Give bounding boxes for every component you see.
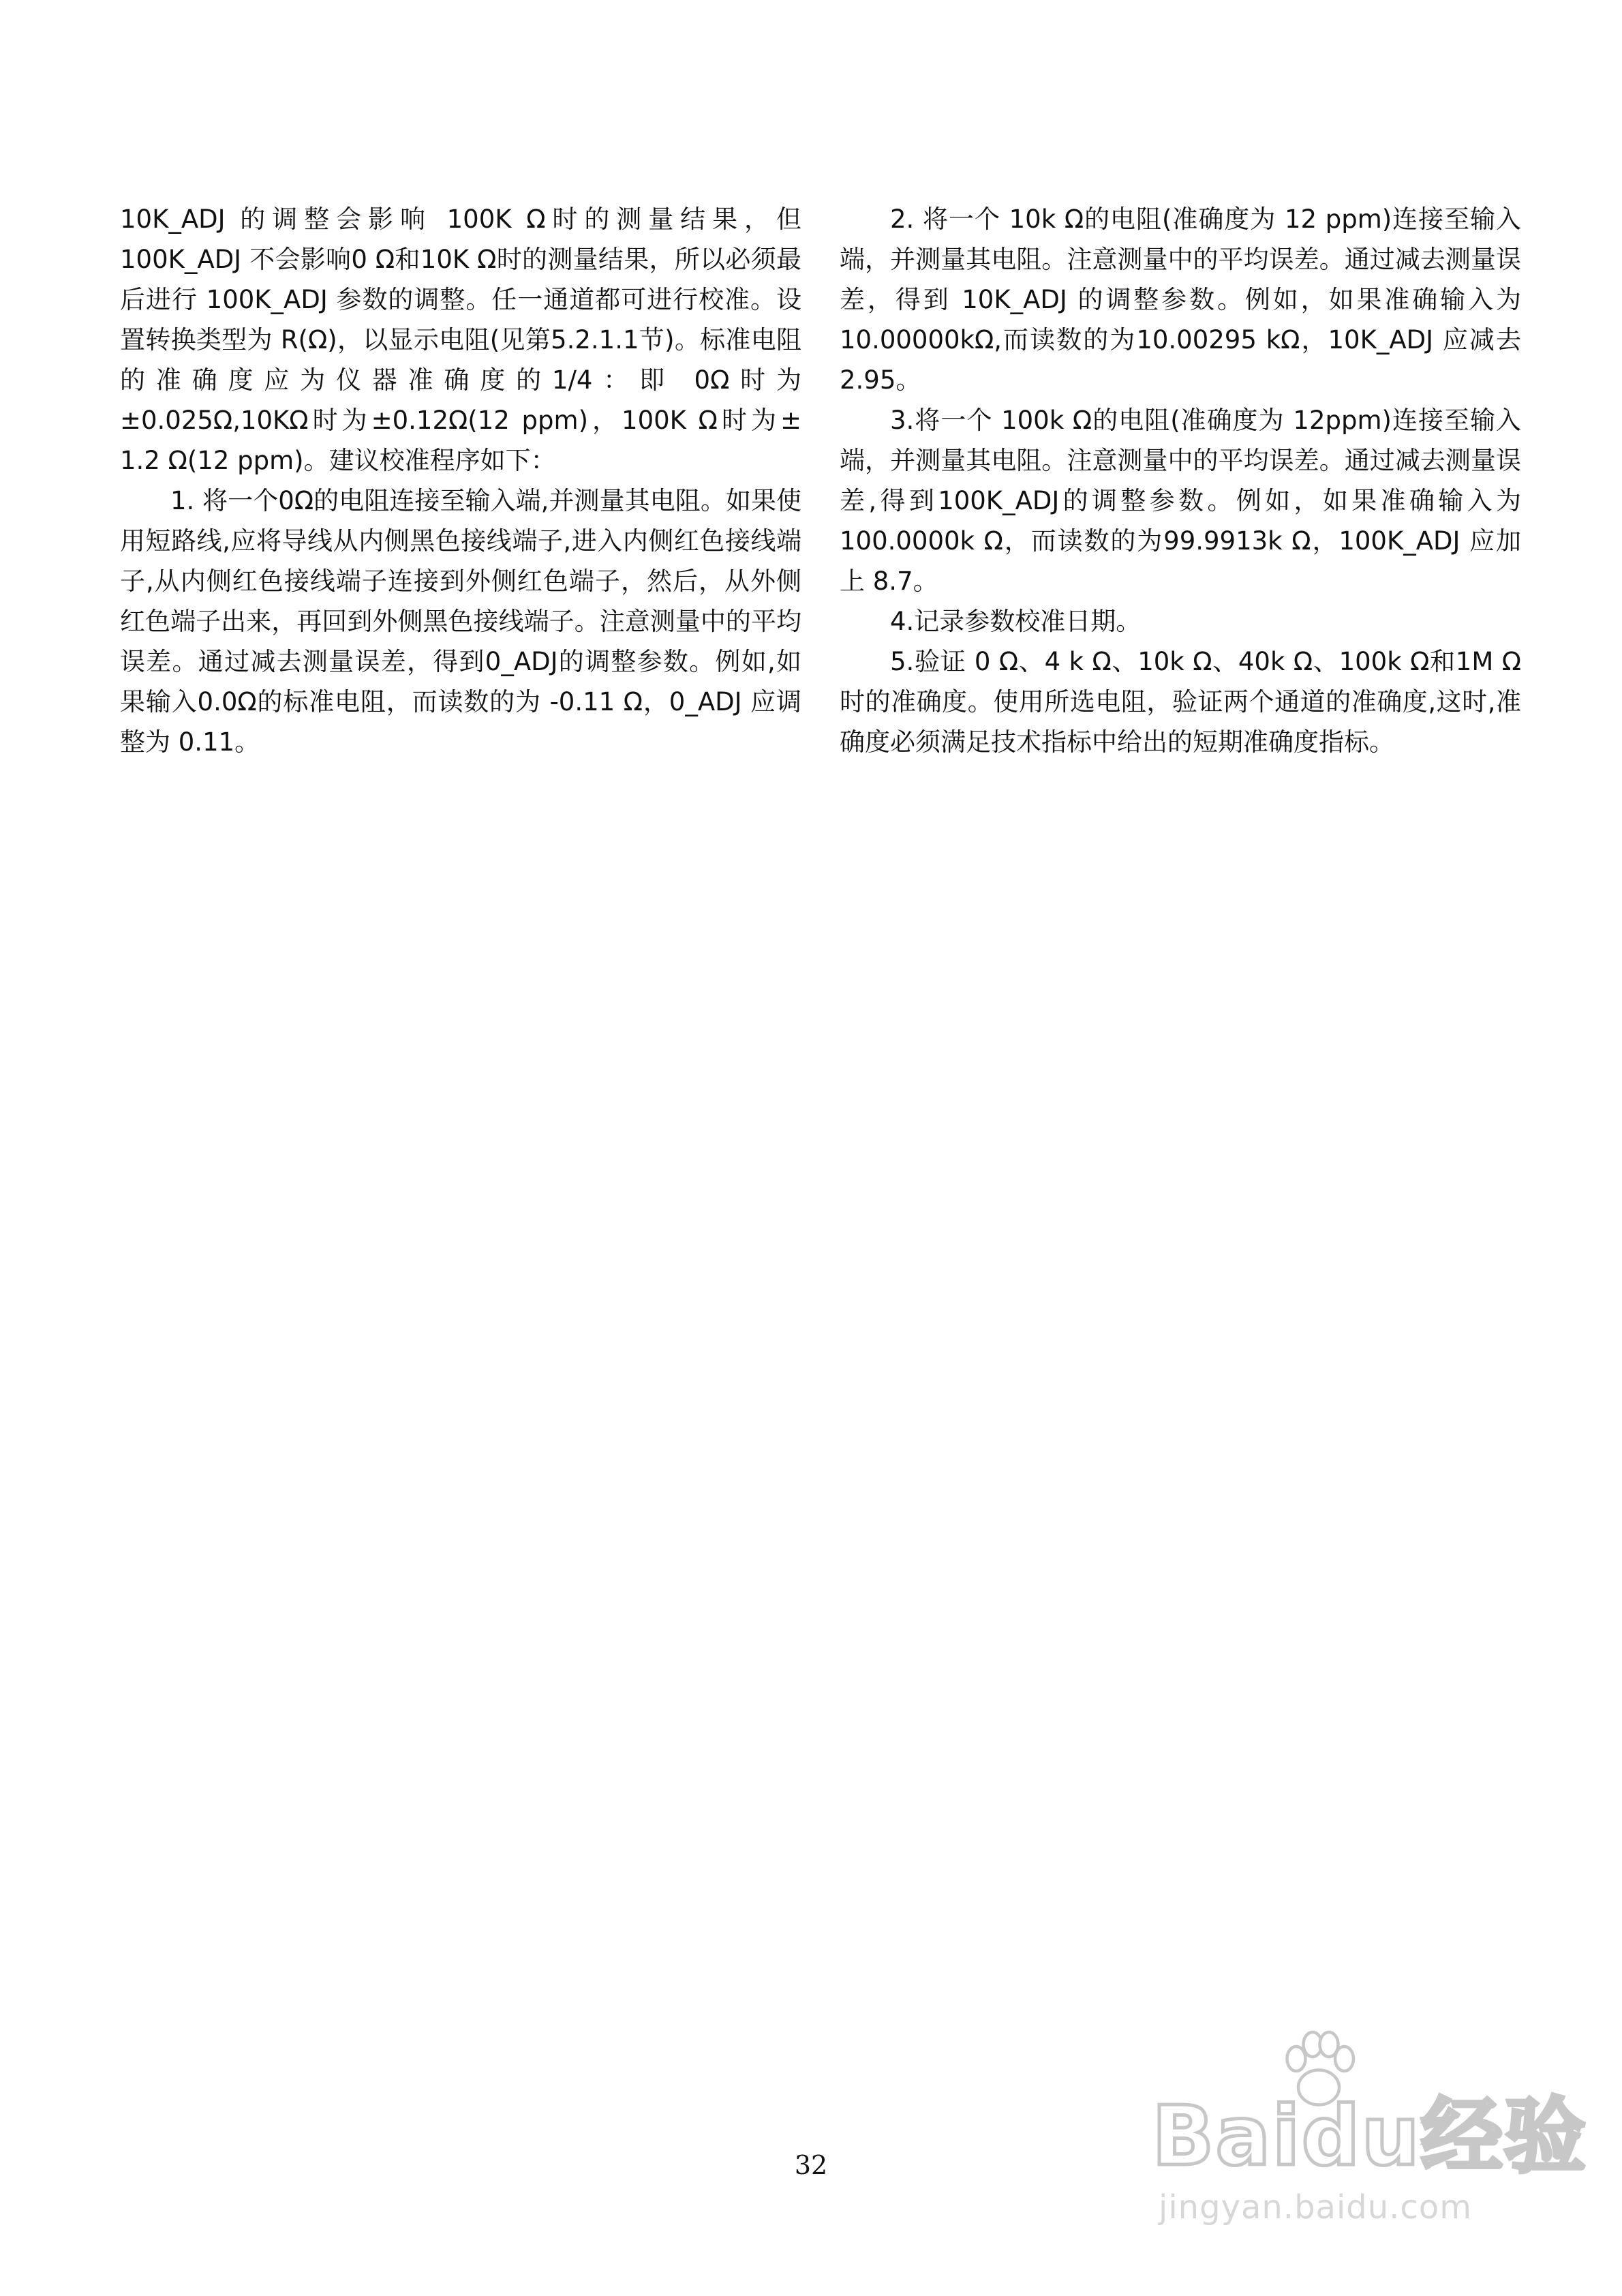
left-column xyxy=(120,199,801,762)
baidu-watermark xyxy=(1152,2018,1587,2250)
page-number: 32 xyxy=(794,2150,828,2180)
paragraph-step-1: 1. 将一个0Ω的电阻连接至输入端,并测量其电阻。如果使用短路线,应将导线从内侧黑色接线端子,进入内侧红色接线端子,从内侧红色接线端子连接到外侧红色端子，然后，从外侧红色端子出来，再回到外侧黑色接线端子。注意测量中的平均误差。通过减去测量误差，得到0_ADJ的调整参数。例如,如果输入0.0Ω的标准电阻，而读数的为 -0.11 Ω，0_ADJ 应调整为 0.11。 xyxy=(120,486,801,757)
paragraph-intro: 10K_ADJ 的调整会影响 100K Ω时的测量结果，但100K_ADJ 不会影响0 Ω和10K Ω时的测量结果，所以必须最后进行 100K_ADJ 参数的调整。任一通道都可进行校准。设置转换类型为 R(Ω)，以显示电阻(见第5.2.1.1节)。标准电阻的准确度应为仪器准确度的1/4：即 0Ω时为 ±0.025Ω,10KΩ时为±0.12Ω(12 ppm)，100K Ω时为± 1.2 Ω(12 ppm)。建议校准程序如下： xyxy=(120,205,801,475)
paragraph-step-2: 2. 将一个 10k Ω的电阻(准确度为 12 ppm)连接至输入端，并测量其电阻。注意测量中的平均误差。通过减去测量误差，得到 10K_ADJ 的调整参数。例如，如果准确输入为10.00000kΩ,而读数的为10.00295 kΩ，10K_ADJ 应减去 2.95。 xyxy=(840,205,1521,395)
paragraph-step-3: 3.将一个 100k Ω的电阻(准确度为 12ppm)连接至输入端，并测量其电阻。注意测量中的平均误差。通过减去测量误差,得到100K_ADJ的调整参数。例如，如果准确输入为 100.0000k Ω，而读数的为99.9913k Ω，100K_ADJ 应加上 8.7。 xyxy=(840,406,1521,596)
paragraph-step-5: 5.验证 0 Ω、4 k Ω、10k Ω、40k Ω、100k Ω和1M Ω时的准确度。使用所选电阻，验证两个通道的准确度,这时,准确度必须满足技术指标中给出的短期准确度指标。 xyxy=(840,647,1521,757)
watermark-url: jingyan.baidu.com xyxy=(1159,2188,1472,2226)
watermark-logo-text: Baidu经验 xyxy=(1152,2089,1587,2184)
right-column xyxy=(840,199,1521,762)
paragraph-step-4: 4.记录参数校准日期。 xyxy=(890,607,1142,636)
